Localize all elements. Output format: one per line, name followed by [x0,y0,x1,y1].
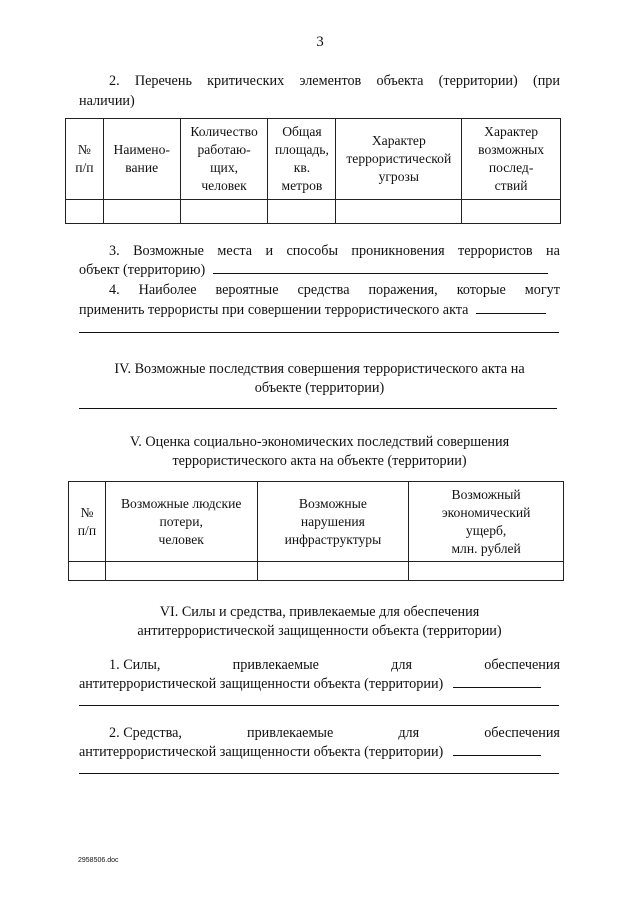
s4-line1: 4. Наиболее вероятные средства поражения, которые могут [109,282,560,298]
page-number: 3 [316,34,324,50]
table1-header-workers: Количество работаю- щих, человек [180,119,268,200]
table-row [69,562,564,581]
critical-elements-table [65,118,561,224]
table2-header-casualties: Возможные людские потери, человек [105,482,257,562]
fill-in-line[interactable] [79,332,559,333]
section-iv-heading: IV. Возможные последствия совершения террористического акта на [114,361,525,377]
table1-header-name: Наимено- вание [103,119,180,200]
table-cell[interactable] [105,562,257,581]
s3-line2: объект (территорию) [79,261,560,279]
table2-header-damage: Возможный экономический ущерб, млн. рублей [409,482,564,562]
fill-in-line[interactable] [79,705,559,706]
table-cell[interactable] [409,562,564,581]
item1-line1: 1. Силы, привлекаемые для обеспечения [109,657,560,673]
fill-in-line[interactable] [213,261,548,274]
table-cell[interactable] [180,200,268,224]
file-name-footer: 2958506.doc [78,857,119,864]
s2-line2: наличии) [79,93,135,109]
fill-in-line[interactable] [453,675,541,688]
table1-header-area: Общая площадь, кв. метров [268,119,336,200]
fill-in-line[interactable] [79,408,557,409]
s3-line1: 3. Возможные места и способы проникновения террористов на [109,243,560,259]
item2-line2: антитеррористической защищенности объекта (территории) [79,743,560,761]
section-v-heading: V. Оценка социально-экономических последствий совершения [129,434,510,450]
section-vi-heading: VI. Силы и средства, привлекаемые для обеспечения [159,604,480,620]
section-v-heading-line2: террористического акта на объекте (территории) [172,453,467,469]
table-cell[interactable] [257,562,409,581]
table1-header-threat: Характер террористической угрозы [336,119,462,200]
fill-in-line[interactable] [476,301,546,314]
item2-line1: 2. Средства, привлекаемые для обеспечения [109,725,560,741]
table-cell[interactable] [268,200,336,224]
table2-header-number: № п/п [69,482,106,562]
fill-in-line[interactable] [453,743,541,756]
table-cell[interactable] [103,200,180,224]
table-cell[interactable] [462,200,561,224]
table-cell[interactable] [336,200,462,224]
section-iv-heading-line2: объекте (территории) [254,380,385,396]
s2-line1: 2. Перечень критических элементов объекта (территории) (при [109,73,560,89]
table-cell[interactable] [69,562,106,581]
table1-header-number: № п/п [66,119,104,200]
table1-header-consequences: Характер возможных послед- ствий [462,119,561,200]
item1-line2: антитеррористической защищенности объекта (территории) [79,675,560,693]
consequences-table [68,481,564,581]
fill-in-line[interactable] [79,773,559,774]
table-row [66,200,561,224]
table-cell[interactable] [66,200,104,224]
section-vi-heading-line2: антитеррористической защищенности объекта (территории) [137,623,502,639]
s4-line2: применить террористы при совершении террористического акта [79,301,560,319]
table2-header-infrastructure: Возможные нарушения инфраструктуры [257,482,409,562]
